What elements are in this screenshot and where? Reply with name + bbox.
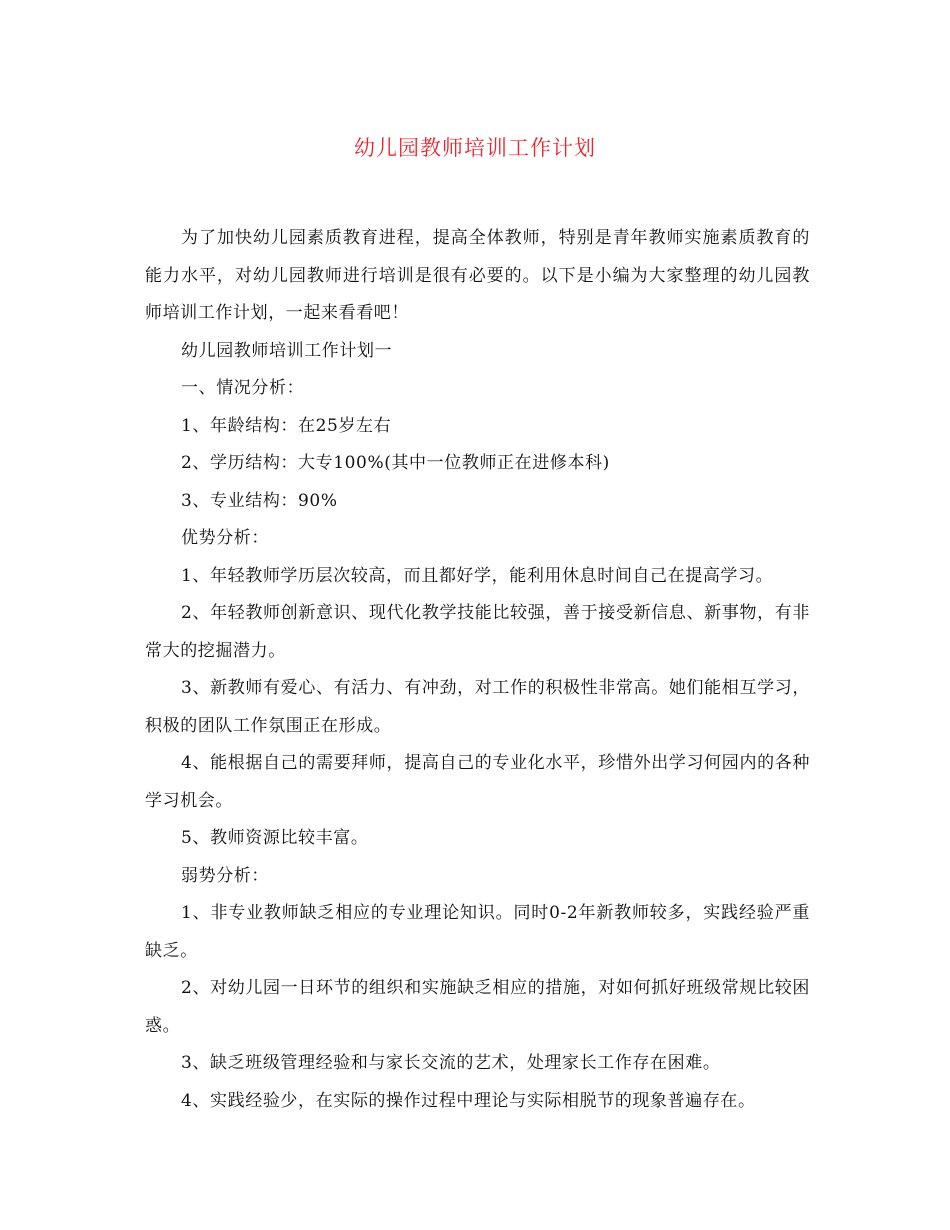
paragraph-strength-1: 1、年轻教师学历层次较高，而且都好学，能利用休息时间自己在提高学习。 — [181, 565, 774, 586]
paragraph-major-structure: 3、专业结构：90% — [181, 490, 338, 511]
paragraph-strength-3: 3、新教师有爱心、有活力、有冲劲，对工作的积极性非常高。她们能相互学习，积极的团队工作氛围正在形成。 — [145, 678, 810, 736]
paragraph-weakness-1: 1、非专业教师缺乏相应的专业理论知识。同时0-2年新教师较多，实践经验严重缺乏。 — [145, 903, 810, 961]
paragraph-weakness-3: 3、缺乏班级管理经验和与家长交流的艺术，处理家长工作存在困难。 — [181, 1053, 721, 1073]
paragraph-strength-5: 5、教师资源比较丰富。 — [181, 828, 369, 848]
paragraph-strengths-heading: 优势分析： — [181, 528, 269, 548]
paragraph-intro: 为了加快幼儿园素质教育进程，提高全体教师，特别是青年教师实施素质教育的能力水平，对幼儿园教师进行培训是很有必要的。以下是小编为大家整理的幼儿园教师培训工作计划，一起来看看吧！ — [145, 228, 810, 323]
paragraph-education-structure: 2、学历结构：大专100%(其中一位教师正在进修本科) — [181, 453, 610, 473]
paragraph-plan-heading: 幼儿园教师培训工作计划一 — [181, 340, 393, 361]
document-body — [145, 220, 810, 1120]
paragraph-weaknesses-heading: 弱势分析： — [181, 865, 269, 886]
document-title: 幼儿园教师培训工作计划 — [354, 136, 596, 160]
paragraph-weakness-4: 4、实践经验少，在实际的操作过程中理论与实际相脱节的现象普遍存在。 — [181, 1090, 756, 1111]
paragraph-strength-4: 4、能根据自己的需要拜师，提高自己的专业化水平，珍惜外出学习何园内的各种学习机会。 — [145, 753, 810, 811]
paragraph-weakness-2: 2、对幼儿园一日环节的组织和实施缺乏相应的措施，对如何抓好班级常规比较困惑。 — [145, 978, 810, 1036]
paragraph-strength-2: 2、年轻教师创新意识、现代化教学技能比较强，善于接受新信息、新事物，有非常大的挖掘潜力。 — [145, 603, 810, 661]
paragraph-section-heading: 一、情况分析： — [181, 378, 305, 398]
paragraph-age-structure: 1、年龄结构：在25岁左右 — [181, 415, 392, 436]
